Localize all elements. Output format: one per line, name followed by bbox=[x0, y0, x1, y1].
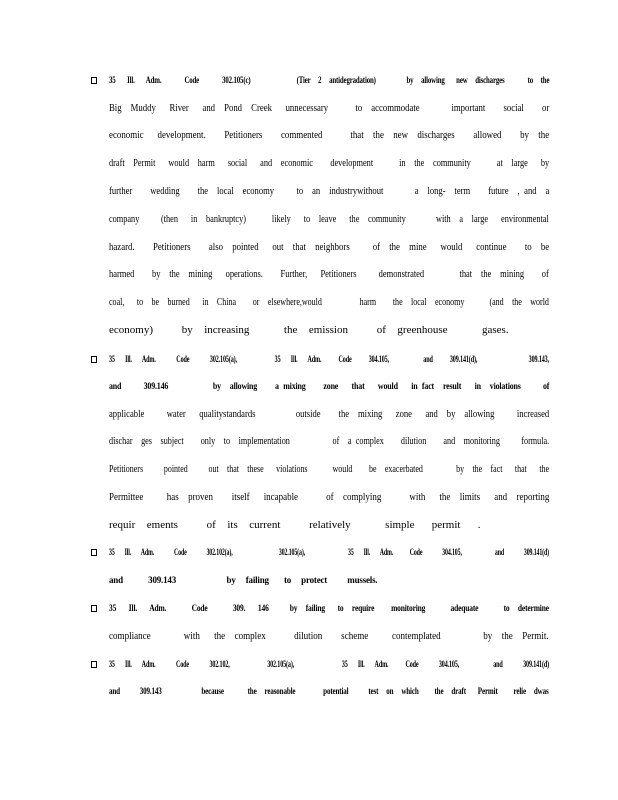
bullet-icon bbox=[91, 661, 97, 668]
text-line: draft Permit would harm social and economic development in the community at large by bbox=[109, 157, 550, 169]
citation-line: and 309.143 because the reasonable potential test on which the draft Permit relie dwas bbox=[109, 686, 549, 696]
citation-line: and 309.143 by failing to protect mussels. bbox=[109, 575, 378, 585]
text-line: Permittee has proven itself incapable of complying with the limits and reporting bbox=[109, 491, 550, 503]
bullet-icon bbox=[91, 605, 97, 612]
citation-line: 35 Ill. Adm. Code 302.102(a), 302.105(a), 35 Ill. Adm. Code 304.105, and 309.141(d) bbox=[109, 547, 549, 557]
text-line: economy) by increasing the emission of greenhouse gases. bbox=[109, 324, 509, 336]
text-line: company (then in bankruptcy) likely to leave the community with a large environmental bbox=[109, 213, 549, 225]
bullet-icon bbox=[91, 77, 97, 84]
text-line: hazard. Petitioners also pointed out that neighbors of the mine would continue to be bbox=[109, 241, 550, 253]
text-line: economic development. Petitioners commented that the new discharges allowed by the bbox=[109, 129, 550, 141]
text-line: compliance with the complex dilution scheme contemplated by the Permit. bbox=[109, 630, 549, 642]
citation-line: 35 Ill. Adm. Code 302.105(a), 35 Ill. Adm. Code 304.105, and 309.141(d), 309.143, bbox=[109, 354, 549, 364]
text-line: Big Muddy River and Pond Creek unnecessary to accommodate important social or bbox=[109, 102, 550, 114]
citation-line: and 309.146 by allowing a mixing zone that would in fact result in violations of bbox=[109, 381, 550, 391]
text-line: requir ements of its current relatively simple permit . bbox=[109, 519, 481, 531]
citation-line: 35 Ill. Adm. Code 302.105(c) (Tier 2 antidegradation) by allowing new discharges to the bbox=[109, 75, 550, 85]
citation-line: 35 Ill. Adm. Code 309. 146 by failing to require monitoring adequate to determine bbox=[109, 603, 549, 613]
text-line: Petitioners pointed out that these violations would be exacerbated by the fact that the bbox=[109, 463, 550, 475]
text-line: harmed by the mining operations. Further, Petitioners demonstrated that the mining of bbox=[109, 268, 549, 280]
text-line: dischar ges subject only to implementation of a complex dilution and monitoring formula. bbox=[109, 435, 550, 447]
text-line: coal, to be burned in China or elsewhere,would harm the local economy (and the world bbox=[109, 296, 549, 308]
citation-line: 35 Ill. Adm. Code 302.102, 302.105(a), 35 Ill. Adm. Code 304.105, and 309.141(d) bbox=[109, 659, 549, 669]
bullet-icon bbox=[91, 356, 97, 363]
text-line: further wedding the local economy to an industrywithout a long- term future , and a bbox=[109, 185, 550, 197]
text-line: applicable water qualitystandards outside the mixing zone and by allowing increased bbox=[109, 408, 550, 420]
bullet-icon bbox=[91, 549, 97, 556]
